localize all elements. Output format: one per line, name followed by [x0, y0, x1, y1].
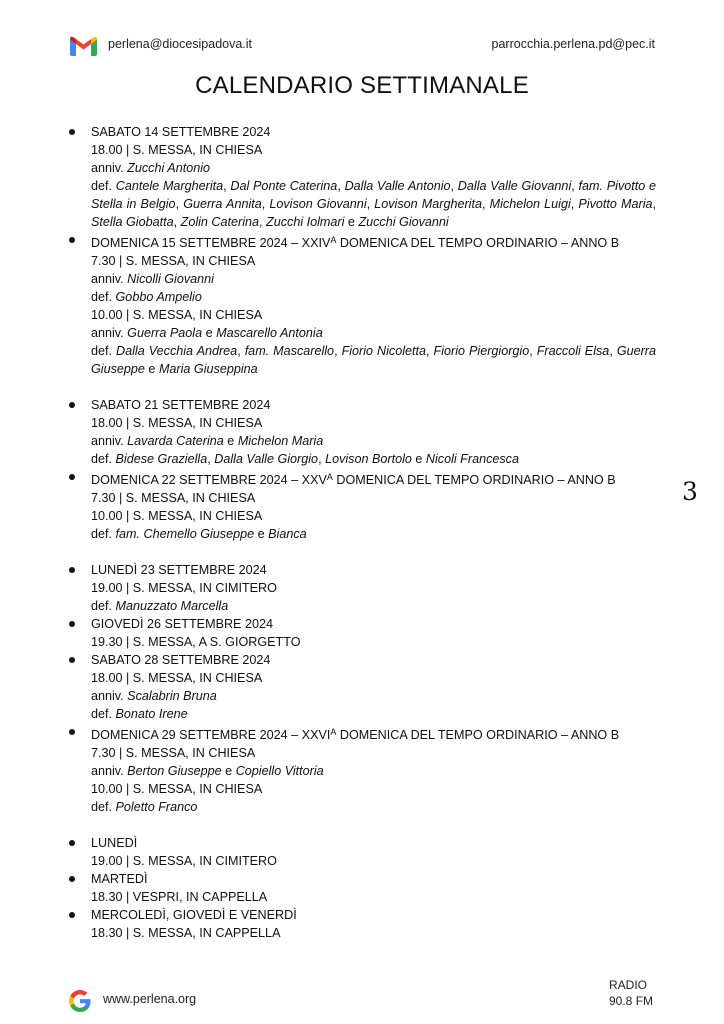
- intention-type: anniv.: [91, 689, 124, 703]
- parish-email[interactable]: perlena@diocesipadova.it: [108, 37, 253, 51]
- mass-time: 10.00 | S. MESSA, IN CHIESA: [91, 782, 263, 796]
- person-name: fam. Pivotto e Stella in Belgio: [91, 179, 656, 211]
- mass-time: 18.30 | VESPRI, IN CAPPELLA: [91, 890, 268, 904]
- intention-line: [91, 270, 656, 288]
- person-name: Copiello Vittoria: [235, 764, 324, 778]
- mass-time: 7.30 | S. MESSA, IN CHIESA: [91, 746, 256, 760]
- mass-time-line: [91, 780, 656, 798]
- person-name: Guerra Annita: [183, 197, 262, 211]
- mass-time: 10.00 | S. MESSA, IN CHIESA: [91, 308, 263, 322]
- entry-date: SABATO 28 SETTEMBRE 2024: [91, 653, 271, 667]
- person-name: Scalabrin Bruna: [127, 689, 217, 703]
- intention-line: [91, 798, 656, 816]
- entry-date: SABATO 21 SETTEMBRE 2024: [91, 398, 271, 412]
- page-number: 3: [682, 477, 698, 506]
- person-name: Zucchi Antonio: [127, 161, 211, 175]
- intention-line: def. fam. Chemello Giuseppe e Bianca: [91, 527, 307, 541]
- mass-time: 10.00 | S. MESSA, IN CHIESA: [91, 509, 263, 523]
- website-link[interactable]: www.perlena.org: [103, 992, 197, 1006]
- mass-time: 7.30 | S. MESSA, IN CHIESA: [91, 491, 256, 505]
- mass-time-line: [91, 669, 656, 687]
- intention-type: def.: [91, 800, 113, 814]
- intention-line: def. Dalla Vecchia Andrea, fam. Mascarello, Fiorio Nicoletta, Fiorio Piergiorgio, Fraccoli Elsa, Guerra Giuseppe e Maria Giuseppina: [91, 344, 656, 376]
- page-header: [70, 34, 655, 58]
- ordinal-superscript: A: [330, 727, 337, 737]
- person-name: Lovison Giovanni: [269, 197, 367, 211]
- mass-time-line: [91, 489, 656, 507]
- person-name: Bidese Graziella: [115, 452, 208, 466]
- calendar-entry: [91, 615, 656, 651]
- entry-date: MERCOLEDÌ, GIOVEDÌ E VENERDÌ: [91, 908, 297, 922]
- intention-line: [91, 159, 656, 177]
- calendar-week-group: [91, 123, 656, 378]
- mass-time-line: [91, 252, 656, 270]
- entry-date: DOMENICA 29 SETTEMBRE 2024 – XXVI: [91, 728, 331, 742]
- intention-type: def.: [91, 599, 113, 613]
- entry-heading: [91, 231, 656, 252]
- intention-type: def.: [91, 452, 113, 466]
- person-name: Poletto Franco: [115, 800, 198, 814]
- liturgical-title: DOMENICA DEL TEMPO ORDINARIO – ANNO B: [336, 236, 620, 250]
- calendar-week-group: [91, 396, 656, 543]
- person-name: Dalla Valle Giovanni: [457, 179, 572, 193]
- intention-type: def.: [91, 344, 113, 358]
- mass-time-line: [91, 852, 656, 870]
- liturgical-title: DOMENICA DEL TEMPO ORDINARIO – ANNO B: [336, 728, 620, 742]
- calendar-week-group: [91, 561, 656, 816]
- person-name: Michelon Luigi: [489, 197, 571, 211]
- mass-time: 18.00 | S. MESSA, IN CHIESA: [91, 143, 263, 157]
- person-name: Michelon Maria: [237, 434, 324, 448]
- person-name: Dalla Vecchia Andrea: [116, 344, 238, 358]
- mass-time: 19.00 | S. MESSA, IN CIMITERO: [91, 581, 277, 595]
- calendar-entry: [91, 231, 656, 378]
- person-name: Berton Giuseppe: [127, 764, 222, 778]
- calendar-entry: [91, 561, 656, 615]
- person-name: Maria Giuseppina: [158, 362, 258, 376]
- mass-time: 18.00 | S. MESSA, IN CHIESA: [91, 671, 263, 685]
- person-name: Gobbo Ampelio: [115, 290, 202, 304]
- person-name: Fiorio Piergiorgio: [433, 344, 530, 358]
- person-name: Dalla Valle Antonio: [344, 179, 451, 193]
- intention-line: anniv. Berton Giuseppe e Copiello Vittoria: [91, 764, 324, 778]
- intention-line: anniv. Guerra Paola e Mascarello Antonia: [91, 326, 323, 340]
- intention-type: def.: [91, 290, 113, 304]
- radio-frequency: 90.8 FM: [609, 994, 654, 1008]
- person-name: Cantele Margherita: [115, 179, 224, 193]
- radio-info: [609, 977, 653, 1009]
- person-name: Guerra Paola: [127, 326, 203, 340]
- mass-time-line: [91, 924, 656, 942]
- entry-date: DOMENICA 22 SETTEMBRE 2024 – XXV: [91, 473, 327, 487]
- intention-type: anniv.: [91, 161, 124, 175]
- entry-heading: [91, 123, 656, 141]
- person-name: Zucchi Giovanni: [358, 215, 449, 229]
- ordinal-superscript: A: [330, 235, 337, 245]
- person-name: Zucchi Iolmari: [266, 215, 345, 229]
- entry-date: LUNEDÌ: [91, 836, 138, 850]
- calendar-week-group: [91, 834, 656, 942]
- mass-time-line: [91, 579, 656, 597]
- person-name: Dalla Valle Giorgio: [214, 452, 319, 466]
- entry-heading: [91, 468, 656, 489]
- person-name: Manuzzato Marcella: [115, 599, 229, 613]
- intention-line: [91, 288, 656, 306]
- calendar-entry: [91, 834, 656, 870]
- radio-label: RADIO: [609, 978, 648, 992]
- person-name: Stella Giobatta: [91, 215, 174, 229]
- intention-type: def.: [91, 527, 113, 541]
- calendar-entry: [91, 651, 656, 723]
- entry-date: MARTEDÌ: [91, 872, 148, 886]
- person-name: Zolin Caterina: [180, 215, 260, 229]
- person-name: Fiorio Nicoletta: [341, 344, 427, 358]
- person-name: Nicolli Giovanni: [127, 272, 214, 286]
- person-name: Lovison Margherita: [374, 197, 482, 211]
- person-name: Nicoli Francesca: [425, 452, 519, 466]
- mass-time-line: [91, 141, 656, 159]
- person-name: Bianca: [268, 527, 307, 541]
- intention-line: [91, 705, 656, 723]
- entry-heading: [91, 723, 656, 744]
- mass-time: 7.30 | S. MESSA, IN CHIESA: [91, 254, 256, 268]
- mass-time-line: [91, 744, 656, 762]
- intention-type: anniv.: [91, 434, 124, 448]
- intention-type: anniv.: [91, 764, 124, 778]
- calendar-entry: [91, 468, 656, 543]
- entry-date: SABATO 14 SETTEMBRE 2024: [91, 125, 271, 139]
- mass-time: 18.00 | S. MESSA, IN CHIESA: [91, 416, 263, 430]
- calendar-entry: [91, 906, 656, 942]
- entry-heading: [91, 870, 656, 888]
- gmail-icon: [70, 36, 97, 56]
- calendar-entry: [91, 123, 656, 231]
- person-name: Dal Ponte Caterina: [230, 179, 338, 193]
- entry-heading: [91, 615, 656, 633]
- calendar-entry: [91, 396, 656, 468]
- person-name: fam. Chemello Giuseppe: [115, 527, 255, 541]
- weekly-calendar: [91, 123, 656, 942]
- mass-time-line: [91, 633, 656, 651]
- entry-heading: [91, 651, 656, 669]
- mass-time: 18.30 | S. MESSA, IN CAPPELLA: [91, 926, 281, 940]
- page-title: CALENDARIO SETTIMANALE: [195, 72, 529, 99]
- person-name: fam. Mascarello: [244, 344, 335, 358]
- mass-time-line: [91, 507, 656, 525]
- intention-line: def. Bidese Graziella, Dalla Valle Giorgio, Lovison Bortolo e Nicoli Francesca: [91, 452, 519, 466]
- entry-heading: [91, 906, 656, 924]
- intention-type: def.: [91, 179, 113, 193]
- person-name: Lavarda Caterina: [127, 434, 224, 448]
- person-name: Guerra Giuseppe: [91, 344, 656, 376]
- mass-time-line: [91, 306, 656, 324]
- intention-line: def. Cantele Margherita, Dal Ponte Caterina, Dalla Valle Antonio, Dalla Valle Giovanni, fam. Pivotto e Stella in Belgio, Guerra Annita, Lovison Giovanni, Lovison Margherita, Michelon Luigi, Pivotto Maria, Stella Giobatta, Zolin Caterina, Zucchi Iolmari e Zucchi Giovanni: [91, 179, 656, 229]
- person-name: Mascarello Antonia: [216, 326, 323, 340]
- entry-heading: [91, 834, 656, 852]
- mass-time: 19.00 | S. MESSA, IN CIMITERO: [91, 854, 277, 868]
- google-icon: [69, 990, 91, 1012]
- entry-date: DOMENICA 15 SETTEMBRE 2024 – XXIV: [91, 236, 331, 250]
- pec-email[interactable]: parrocchia.perlena.pd@pec.it: [491, 37, 655, 51]
- mass-time-line: [91, 414, 656, 432]
- entry-heading: [91, 396, 656, 414]
- person-name: Bonato Irene: [115, 707, 188, 721]
- ordinal-superscript: A: [326, 472, 333, 482]
- calendar-entry: [91, 723, 656, 816]
- intention-type: anniv.: [91, 272, 124, 286]
- person-name: Lovison Bortolo: [325, 452, 412, 466]
- intention-line: [91, 597, 656, 615]
- calendar-entry: [91, 870, 656, 906]
- intention-type: def.: [91, 707, 113, 721]
- intention-line: anniv. Lavarda Caterina e Michelon Maria: [91, 434, 324, 448]
- entry-heading: [91, 561, 656, 579]
- mass-time-line: [91, 888, 656, 906]
- mass-time: 19.30 | S. MESSA, A S. GIORGETTO: [91, 635, 301, 649]
- liturgical-title: DOMENICA DEL TEMPO ORDINARIO – ANNO B: [332, 473, 616, 487]
- entry-date: GIOVEDÌ 26 SETTEMBRE 2024: [91, 617, 273, 631]
- entry-date: LUNEDÌ 23 SETTEMBRE 2024: [91, 563, 267, 577]
- person-name: Pivotto Maria: [578, 197, 653, 211]
- intention-type: anniv.: [91, 326, 124, 340]
- intention-line: [91, 687, 656, 705]
- person-name: Fraccoli Elsa: [536, 344, 610, 358]
